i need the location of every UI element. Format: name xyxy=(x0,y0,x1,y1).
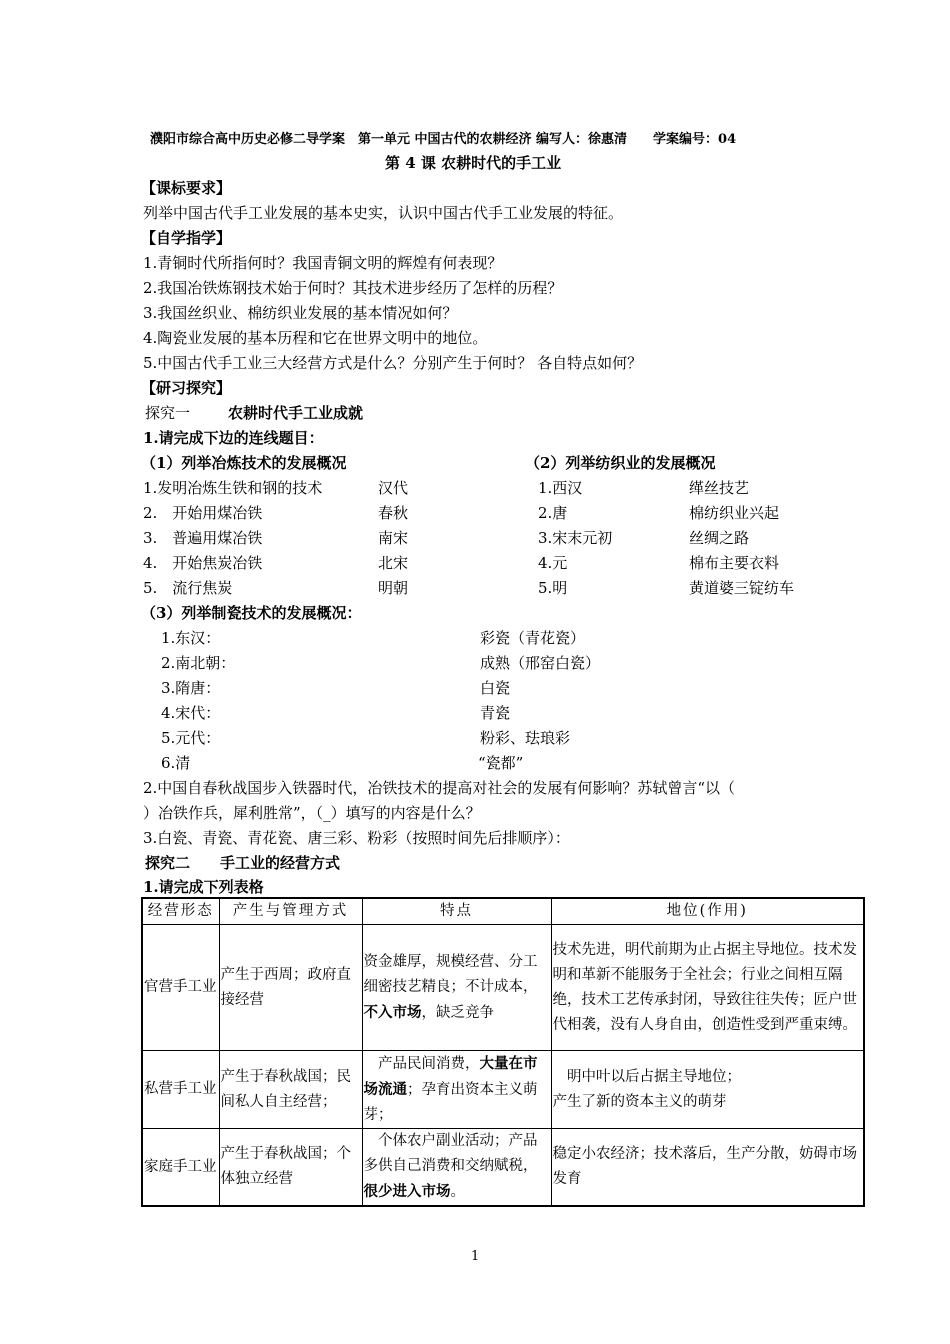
page-number: 1 xyxy=(471,1249,480,1264)
heading-zixue: 【自学指学】 xyxy=(141,229,232,247)
table-row xyxy=(142,1129,864,1207)
smelt-left-3: 3. 普遍用煤冶铁 xyxy=(143,529,263,547)
explore2-title: 手工业的经营方式 xyxy=(220,854,341,872)
smelt-right-4: 北宋 xyxy=(378,554,409,572)
kebiao-text: 列举中国古代手工业发展的基本史实，认识中国古代手工业发展的特征。 xyxy=(143,204,624,222)
explore1-label: 探究一 xyxy=(145,404,191,422)
textile-left-5: 5.明 xyxy=(538,579,568,597)
porc-right-5: 粉彩、珐琅彩 xyxy=(480,729,571,747)
smelt-left-4: 4. 开始焦炭冶铁 xyxy=(143,554,263,572)
row3-form: 家庭手工业 xyxy=(142,1129,219,1207)
row2-feat-bold: 大量在市场流通 xyxy=(363,1055,538,1098)
textile-left-1: 1.西汉 xyxy=(538,479,583,497)
row3-origin: 产生于春秋战国；个体独立经营 xyxy=(219,1129,362,1207)
porc-right-1: 彩瓷（青花瓷） xyxy=(480,629,586,647)
textile-left-4: 4.元 xyxy=(538,554,568,572)
header-origin: 产生与管理方式 xyxy=(219,898,362,925)
zixue-item-3: 3.我国丝织业、棉纺织业发展的基本情况如何？ xyxy=(143,304,458,322)
porc-left-2: 2.南北朝： xyxy=(161,654,236,672)
row2-features xyxy=(362,1051,551,1129)
row1-feat-b: ，缺乏竞争 xyxy=(421,1004,494,1021)
porc-right-2: 成熟（邢窑白瓷） xyxy=(480,654,601,672)
zixue-item-5: 5.中国古代手工业三大经营方式是什么？分别产生于何时？ 各自特点如何？ xyxy=(143,354,643,372)
zixue-item-2: 2.我国冶铁炼钢技术始于何时？其技术进步经历了怎样的历程？ xyxy=(143,279,563,297)
smelt-right-3: 南宋 xyxy=(378,529,409,547)
smelt-right-1: 汉代 xyxy=(378,479,409,497)
question-1: 1.请完成下边的连线题目： xyxy=(143,429,324,447)
porc-right-4: 青瓷 xyxy=(480,704,511,722)
porc-right-3: 白瓷 xyxy=(480,679,511,697)
explore2-label: 探究二 xyxy=(145,854,191,872)
row2-origin: 产生于春秋战国；民间私人自主经营； xyxy=(219,1051,362,1129)
question-3: 3.白瓷、青瓷、青花瓷、唐三彩、粉彩（按照时间先后排顺序）： xyxy=(143,829,570,847)
smelt-left-2: 2. 开始用煤冶铁 xyxy=(143,504,263,522)
question-2-line-1: 2.中国自春秋战国步入铁器时代，冶铁技术的提高对社会的发展有何影响？苏轼曾言“以（ xyxy=(143,779,735,797)
smelt-right-2: 春秋 xyxy=(378,504,409,522)
textile-title: （2）列举纺织业的发展概况 xyxy=(525,454,716,472)
table-header-row xyxy=(142,898,864,925)
explore1-title: 农耕时代手工业成就 xyxy=(228,404,364,422)
zixue-item-1: 1.青铜时代所指何时？我国青铜文明的辉煌有何表现？ xyxy=(143,254,503,272)
textile-right-4: 棉布主要衣料 xyxy=(689,554,780,572)
header-status: 地位(作用) xyxy=(551,898,864,925)
lesson-title: 第 4 课 农耕时代的手工业 xyxy=(385,154,562,172)
table-row xyxy=(142,925,864,1051)
table-question: 1.请完成下列表格 xyxy=(143,878,264,896)
row3-feat-b: 。 xyxy=(450,1184,465,1200)
porc-right-6: “瓷都” xyxy=(478,754,524,772)
textile-left-2: 2.唐 xyxy=(538,504,568,522)
row2-status-b: 产生了新的资本主义的萌芽 xyxy=(552,1093,727,1110)
textile-right-3: 丝绸之路 xyxy=(689,529,750,547)
header-features: 特点 xyxy=(362,898,551,925)
smelt-left-1: 1.发明冶炼生铁和钢的技术 xyxy=(143,479,323,497)
row2-form: 私营手工业 xyxy=(142,1051,219,1129)
textile-right-5: 黄道婆三锭纺车 xyxy=(689,579,795,597)
smelt-left-5: 5. 流行焦炭 xyxy=(143,579,233,597)
zixue-item-4: 4.陶瓷业发展的基本历程和它在世界文明中的地位。 xyxy=(143,329,488,347)
heading-yanxi: 【研习探究】 xyxy=(141,379,232,397)
row3-feat-bold: 很少进入市场 xyxy=(363,1183,451,1200)
row1-feat-bold: 不入市场 xyxy=(363,1003,422,1021)
row3-features xyxy=(362,1129,551,1207)
question-2-line-2: ）冶铁作兵，犀利胜常”，（_）填写的内容是什么？ xyxy=(143,804,481,822)
row3-feat-a: 个体农户副业活动；产品多供自己消费和交纳赋税， xyxy=(363,1133,538,1174)
textile-right-1: 缂丝技艺 xyxy=(689,479,750,497)
textile-left-3: 3.宋末元初 xyxy=(538,529,613,547)
row1-features xyxy=(362,925,551,1051)
header-line: 濮阳市综合高中历史必修二导学案 第一单元 中国古代的农耕经济 编写人：徐惠清 学案编号：04 xyxy=(150,132,737,147)
header-form: 经营形态 xyxy=(142,898,219,925)
row2-status xyxy=(551,1051,864,1129)
smelt-title: （1）列举冶炼技术的发展概况 xyxy=(141,454,347,472)
heading-kebiao: 【课标要求】 xyxy=(141,179,232,197)
textile-right-2: 棉纺织业兴起 xyxy=(689,504,780,522)
row2-status-a: 明中叶以后占据主导地位； xyxy=(552,1068,741,1085)
row3-status: 稳定小农经济；技术落后，生产分散，妨碍市场发育 xyxy=(551,1129,864,1207)
porc-left-5: 5.元代： xyxy=(161,729,221,747)
row1-status: 技术先进，明代前期为止占据主导地位。技术发明和革新不能服务于全社会；行业之间相互隔绝，技术工艺传承封闭，导致往往失传；匠户世代相袭，没有人身自由，创造性受到严重束缚。 xyxy=(551,925,864,1051)
row1-form: 官营手工业 xyxy=(142,925,219,1051)
row1-feat-a: 资金雄厚，规模经营、分工细密技艺精良；不计成本， xyxy=(363,953,538,995)
porcelain-title: （3）列举制瓷技术的发展概况： xyxy=(141,604,362,622)
smelt-right-5: 明朝 xyxy=(378,579,409,597)
business-mode-table xyxy=(141,897,865,1207)
porc-left-6: 6.清 xyxy=(161,754,191,772)
table-row xyxy=(142,1051,864,1129)
porc-left-4: 4.宋代： xyxy=(161,704,221,722)
row1-origin: 产生于西周；政府直接经营 xyxy=(219,925,362,1051)
porc-left-3: 3.隋唐： xyxy=(161,679,221,697)
porc-left-1: 1.东汉： xyxy=(161,629,221,647)
row2-feat-a: 产品民间消费， xyxy=(363,1056,480,1072)
row2-feat-b: ；孕育出资本主义萌芽； xyxy=(363,1082,538,1123)
